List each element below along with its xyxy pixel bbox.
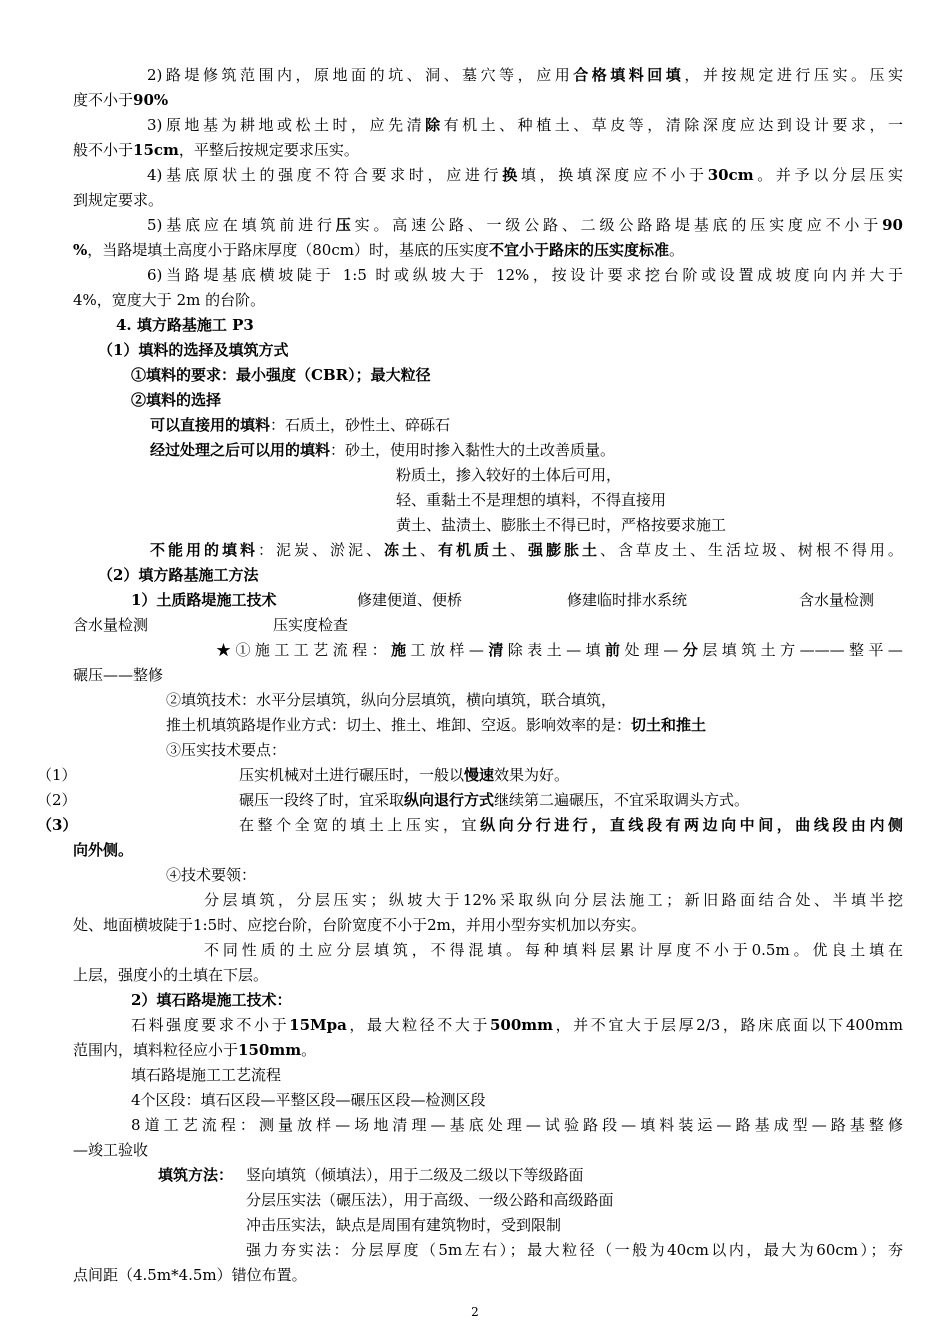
text-run: % (73, 241, 88, 259)
direct-use-text: ：石质土，砂性土、碎砾石 (270, 416, 451, 434)
fill-method-4-line-2: 点间距（4.5m*4.5m）错位布置。 (73, 1266, 307, 1284)
text-run: 、含草皮土、生活垃圾、树根不得用。 (599, 541, 903, 559)
page-number: 2 (471, 1305, 479, 1319)
essentials-2-line-1: 不同性质的土应分层填筑，不得混填。每种填料层累计厚度不小于0.5m。优良土填在 (204, 941, 903, 959)
text-run: 纵向退行方式 (404, 791, 495, 809)
subsection-1-heading: （1）填料的选择及填筑方式 (98, 341, 289, 359)
text-run: 般不小于 (73, 141, 134, 159)
text-run: 切土和推土 (631, 716, 707, 734)
treated-fill-loess: 黄土、盐渍土、膨胀土不得已时，严格按要求施工 (396, 516, 727, 534)
text-run: 冻土 (383, 541, 420, 559)
treated-fill-clay: 轻、重黏土不是理想的填料，不得直接用 (396, 491, 667, 509)
text-run: 慢速 (464, 766, 495, 784)
text-run: ，当路堤填土高度小于路床厚度（80cm）时，基底的压实度 (87, 241, 489, 259)
text-run: 除 (425, 116, 444, 134)
para-4-line-1 (147, 164, 903, 186)
text-run: 。并予以分层压实 (753, 166, 903, 184)
compaction-3-text-2: 向外侧。 (73, 841, 134, 859)
essentials-1-line-1: 分层填筑，分层压实；纵坡大于12%采取纵向分层法施工；新旧路面结合处、半填半挖 (204, 891, 903, 909)
text-run: 压 (335, 216, 355, 234)
text-run: 不宜小于路床的压实度标准 (488, 241, 669, 259)
direct-use-fill (150, 414, 450, 436)
unusable-fill (150, 539, 903, 561)
text-run: 清 (483, 641, 508, 659)
text-run: 5)基底应在填筑前进行 (147, 216, 336, 234)
text-run: 4%，宽度大于 2m 的台阶。 (73, 291, 266, 309)
fill-method-3: 冲击压实法，缺点是周围有建筑物时，受到限制 (246, 1216, 562, 1234)
text-run: 填，换填深度应不小于 (520, 166, 708, 184)
soil-embankment-title: 1）土质路堤施工技术 (131, 591, 277, 609)
text-run: 除表土—填 (507, 641, 606, 659)
para-6-line-1 (147, 264, 903, 286)
text-run: 15cm (133, 141, 179, 159)
text-run: 在整个全宽的填土上压实，宜 (239, 816, 481, 834)
soil-item-5: 压实度检查 (273, 616, 349, 634)
section-4-heading: 4. 填方路基施工 P3 (116, 316, 254, 334)
text-run: 150mm (238, 1041, 302, 1059)
text-run: ，平整后按规定要求压实。 (178, 141, 359, 159)
text-run: 范围内，填料粒径应小于 (73, 1041, 239, 1059)
text-run: ：泥炭、淤泥、 (257, 541, 384, 559)
subsection-2-heading: （2）填方路基施工方法 (98, 566, 259, 584)
compaction-3-text (239, 814, 903, 836)
text-run: 有机土、种植土、草皮等，清除深度应达到设计要求，一 (443, 116, 903, 134)
text-run: 、 (419, 541, 438, 559)
direct-use-label: 可以直接用的填料 (150, 416, 271, 434)
four-sections: 4个区段：填石区段—平整区段—碾压区段—检测区段 (131, 1091, 486, 1109)
text-run: 工放样— (410, 641, 484, 659)
fill-selection-heading: ②填料的选择 (131, 391, 222, 409)
text-run: 90 (882, 216, 903, 234)
fill-method-1: 竖向填筑（倾填法），用于二级及二级以下等级路面 (246, 1166, 584, 1184)
para-6-line-2 (73, 289, 265, 311)
soil-item-3: 含水量检测 (799, 591, 875, 609)
text-run: ，最大粒径不大于 (346, 1016, 490, 1034)
text-run: 、 (509, 541, 528, 559)
treated-fill (150, 439, 615, 461)
text-run: 强膨胀土 (527, 541, 600, 559)
text-run: 3)原地基为耕地或松土时，应先清 (147, 116, 426, 134)
process-flow-line-2: 碾压——整修 (73, 666, 164, 684)
bulldozer-method (166, 714, 706, 736)
text-run: 。 (301, 1041, 317, 1059)
text-run: 90% (133, 91, 169, 109)
text-run: 层填筑土方———整平— (702, 641, 903, 659)
soil-item-2: 修建临时排水系统 (567, 591, 688, 609)
essentials-2-line-2: 上层，强度小的土填在下层。 (73, 966, 269, 984)
para-5-line-1 (147, 214, 903, 236)
fill-requirement: ①填料的要求：最小强度（CBR）；最大粒径 (131, 366, 431, 384)
text-run: 处理— (624, 641, 679, 659)
text-run: 换 (502, 166, 521, 184)
text-run: 4)基底原状土的强度不符合要求时，应进行 (147, 166, 503, 184)
compaction-2-number: （2） (37, 791, 77, 809)
essentials-title: ④技术要领： (166, 866, 257, 884)
eight-steps-line-2: —竣工验收 (73, 1141, 149, 1159)
para-4-line-2 (73, 189, 163, 211)
text-run: 合格填料回填 (573, 66, 685, 84)
text-run: 推土机填筑路堤作业方式：切土、推土、堆卸、空返。影响效率的是： (166, 716, 632, 734)
text-run: 压实机械对土进行碾压时，一般以 (239, 766, 465, 784)
text-run: ，并按规定进行压实。压实 (684, 66, 903, 84)
compaction-2-text (239, 789, 749, 811)
text-run: 度不小于 (73, 91, 134, 109)
para-2-line-2 (73, 89, 168, 111)
fill-technique: ②填筑技术：水平分层填筑，纵向分层填筑，横向填筑，联合填筑， (166, 691, 617, 709)
fill-method-2: 分层压实法（碾压法），用于高级、一级公路和高级路面 (246, 1191, 614, 1209)
text-run: ★①施工工艺流程： (216, 641, 392, 659)
para-3-line-1 (147, 114, 903, 136)
text-run: 2)路堤修筑范围内，原地面的坑、洞、墓穴等，应用 (147, 66, 574, 84)
compaction-3-number: （3） (37, 816, 78, 834)
text-run: 石料强度要求不小于 (131, 1016, 290, 1034)
rock-strength-line-1 (131, 1014, 903, 1036)
text-run: 。 (669, 241, 685, 259)
text-run: ，并不宜大于层厚2/3，路床底面以下400mm (553, 1016, 903, 1034)
para-2-line-1 (147, 64, 903, 86)
compaction-1-number: （1） (37, 766, 77, 784)
text-run: 碾压一段终了时，宜采取 (239, 791, 405, 809)
rock-strength-line-2 (73, 1039, 316, 1061)
fill-method-label: 填筑方法： (158, 1166, 234, 1184)
text-run: 15Mpa (289, 1016, 347, 1034)
rock-flow-title: 填石路堤施工工艺流程 (131, 1066, 282, 1084)
text-run: 纵向分行进行，直线段有两边向中间，曲线段由内侧 (480, 816, 903, 834)
soil-item-4: 含水量检测 (73, 616, 149, 634)
para-3-line-2 (73, 139, 359, 161)
text-run: 有机质土 (437, 541, 510, 559)
text-run: 继续第二遍碾压，不宜采取调头方式。 (494, 791, 750, 809)
text-run: 到规定要求。 (73, 191, 164, 209)
fill-method-4-line-1: 强力夯实法：分层厚度（5m左右）；最大粒径（一般为40cm以内，最大为60cm）；夯 (246, 1241, 903, 1259)
text-run: 500mm (489, 1016, 554, 1034)
treated-fill-text: ：砂土，使用时掺入黏性大的土改善质量。 (330, 441, 616, 459)
text-run: 分 (678, 641, 703, 659)
text-run: 6)当路堤基底横坡陡于 1:5 时或纵坡大于 12%，按设计要求挖台阶或设置成坡度向内并大于 (147, 266, 903, 284)
process-flow-line-1 (216, 639, 903, 661)
text-run: 施 (391, 641, 411, 659)
treated-fill-silt: 粉质土，掺入较好的土体后可用， (396, 466, 622, 484)
text-run: 效果为好。 (494, 766, 570, 784)
compaction-title: ③压实技术要点： (166, 741, 287, 759)
rock-embankment-title: 2）填石路堤施工技术： (131, 991, 292, 1009)
compaction-1-text (239, 764, 569, 786)
text-run: 实。高速公路、一级公路、二级公路路堤基底的压实度应不小于 (354, 216, 883, 234)
treated-fill-label: 经过处理之后可以用的填料 (150, 441, 331, 459)
eight-steps-line-1: 8道工艺流程：测量放样—场地清理—基底处理—试验路段—填料装运—路基成型—路基整修 (131, 1116, 903, 1134)
text-run: 30cm (707, 166, 754, 184)
para-5-line-2 (73, 239, 684, 261)
text-run: 不能用的填料 (150, 541, 258, 559)
essentials-1-line-2: 处、地面横坡陡于1:5时、应挖台阶，台阶宽度不小于2m，并用小型夯实机加以夯实。 (73, 916, 646, 934)
text-run: 前 (605, 641, 625, 659)
soil-item-1: 修建便道、便桥 (357, 591, 463, 609)
